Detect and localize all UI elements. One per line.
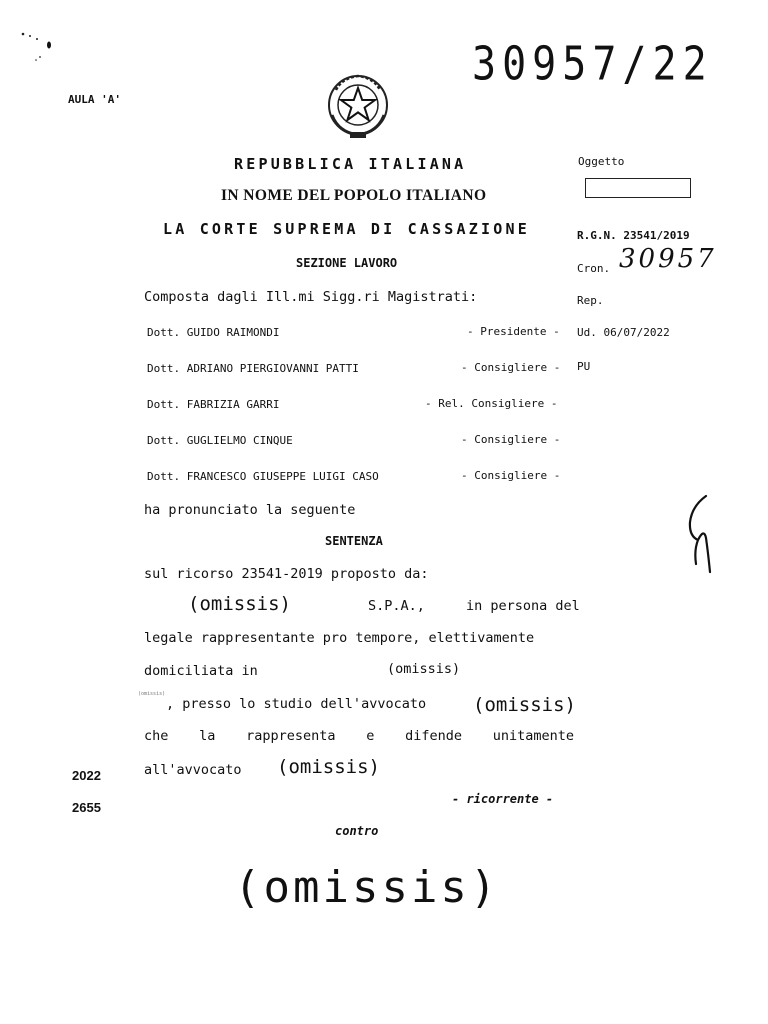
legale-line: legale rappresentante pro tempore, elettivamente <box>144 630 535 646</box>
judge-role: - Rel. Consigliere - <box>425 397 558 410</box>
pronounced-line: ha pronunciato la seguente <box>144 502 356 518</box>
all-avvocato-text: all'avvocato <box>144 762 242 778</box>
judge-role: - Consigliere - <box>461 433 561 446</box>
cron-handwritten-number: 30957 <box>619 244 717 274</box>
sentenza-heading: SENTENZA <box>325 534 383 548</box>
title-repubblica: REPUBBLICA ITALIANA <box>234 155 467 173</box>
cron-label: Cron. <box>577 262 611 275</box>
word: che <box>144 728 169 744</box>
handwritten-initial <box>684 492 718 576</box>
composition-intro: Composta dagli Ill.mi Sigg.ri Magistrati: <box>144 289 478 305</box>
word: la <box>199 728 216 744</box>
in-persona-text: in persona del <box>466 598 580 614</box>
tiny-redaction-mark: (omissis) <box>138 691 166 697</box>
pu-label: PU <box>577 360 591 373</box>
domiciliata-text: domiciliata in <box>144 663 258 679</box>
omissis-redaction: (omissis) <box>387 661 461 677</box>
word: rappresenta <box>246 728 336 744</box>
omissis-redaction: (omissis) <box>277 756 380 778</box>
spa-text: S.P.A., <box>368 598 425 614</box>
margin-number: 2655 <box>72 800 101 815</box>
omissis-redaction: (omissis) <box>473 694 576 716</box>
judge-name: Dott. FABRIZIA GARRI <box>147 398 280 411</box>
section-title: SEZIONE LAVORO <box>296 256 398 270</box>
word: unitamente <box>492 728 574 744</box>
aula-label: AULA 'A' <box>68 93 121 106</box>
judge-role: - Consigliere - <box>461 469 561 482</box>
word: difende <box>405 728 462 744</box>
judge-role: - Consigliere - <box>461 361 561 374</box>
title-popolo: IN NOME DEL POPOLO ITALIANO <box>221 187 487 204</box>
ricorrente-label: - ricorrente - <box>452 792 554 806</box>
oggetto-label: Oggetto <box>578 155 625 168</box>
title-corte: LA CORTE SUPREMA DI CASSAZIONE <box>163 220 530 238</box>
oggetto-box <box>585 178 691 198</box>
omissis-redaction-large: (omissis) <box>234 862 500 913</box>
rgn-label: R.G.N. 23541/2019 <box>577 229 690 242</box>
judge-name: Dott. FRANCESCO GIUSEPPE LUIGI CASO <box>147 470 379 483</box>
italian-republic-emblem <box>322 70 394 142</box>
rep-label: Rep. <box>577 294 604 307</box>
judge-name: Dott. GUIDO RAIMONDI <box>147 326 280 339</box>
judge-name: Dott. GUGLIELMO CINQUE <box>147 434 293 447</box>
judge-name: Dott. ADRIANO PIERGIOVANNI PATTI <box>147 362 359 375</box>
judge-role: - Presidente - <box>467 325 560 338</box>
ricorso-line: sul ricorso 23541-2019 proposto da: <box>144 566 429 582</box>
presso-line: , presso lo studio dell'avvocato <box>166 696 427 712</box>
omissis-redaction: (omissis) <box>188 593 291 615</box>
margin-year: 2022 <box>72 768 101 783</box>
case-number-stamp: 30957/22 <box>472 38 713 91</box>
udienza-date: Ud. 06/07/2022 <box>577 326 670 339</box>
che-line <box>144 728 574 744</box>
scan-speck-marks <box>18 24 58 64</box>
contro-label: contro <box>335 824 379 838</box>
word: e <box>366 728 375 744</box>
